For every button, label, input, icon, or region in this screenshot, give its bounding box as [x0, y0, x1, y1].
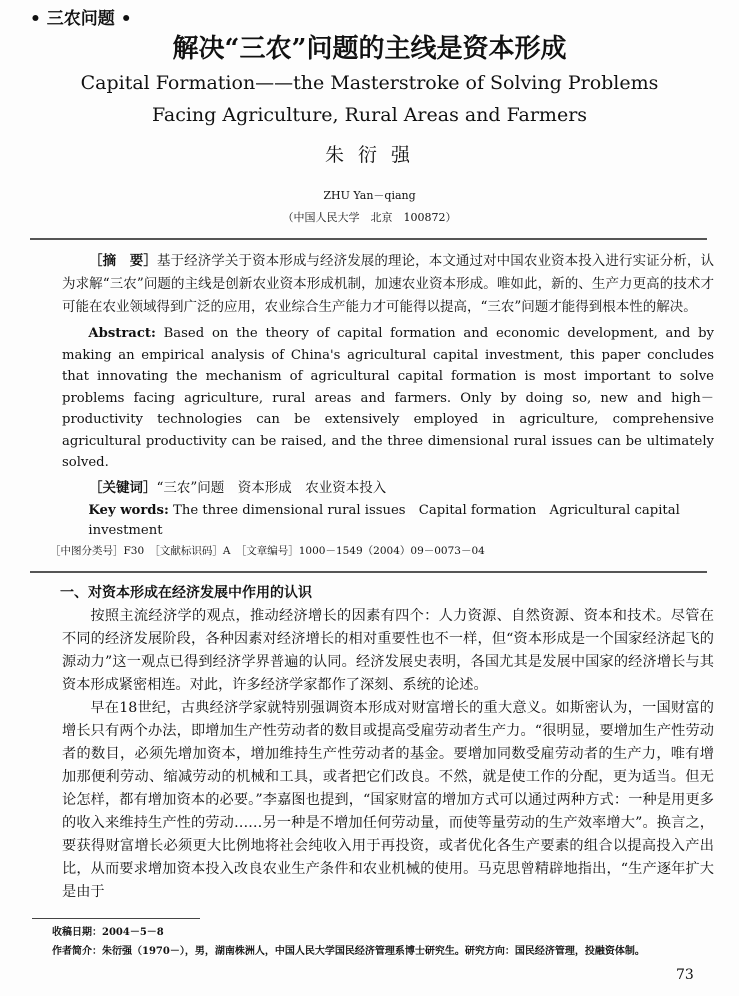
- abstract-cn-text: 基于经济学关于资本形成与经济发展的理论，本文通过对中国农业资本投入进行实证分析，认为求解“三农”问题的主线是创新农业资本形成机制，加速农业资本形成。唯如此，新的、生产力更高的技术才可能在农业领域得到广泛的应用，农业综合生产能力才可能得以提高，“三农”问题才能得到根本性的解决。: [62, 253, 715, 315]
- paragraph: 按照主流经济学的观点，推动经济增长的因素有四个：人力资源、自然资源、资本和技术。尽管在不同的经济发展阶段，各种因素对经济增长的相对重要性也不一样，但“资本形成是一个国家经济起飞的源动力”这一观点已得到经济学界普遍的认同。经济发展史表明，各国尤其是发展中国家的经济增长与其资本形成紧密相连。对此，许多经济学家都作了深刻、系统的论述。: [62, 607, 714, 693]
- author-en: ZHU Yan－qiang: [323, 189, 416, 202]
- author-cn: 朱 衍 强: [324, 144, 415, 166]
- classification: ［中图分类号］F30 ［文献标识码］A ［文章编号］1000－1549（2004）09－0073－04: [50, 544, 485, 557]
- affiliation: （中国人民大学 北京 100872）: [282, 211, 457, 224]
- abstract-cn: [62, 250, 714, 319]
- page-number: 73: [676, 966, 694, 983]
- paragraph: 早在18世纪，古典经济学家就特别强调资本形成对财富增长的重大意义。如斯密认为，一国财富的增长只有两个办法，即增加生产性劳动者的数目或提高受雇劳动者生产力。“很明显，要增加生产性劳动者的数目，必须先增加资本，增加维持生产性劳动者的基金。要增加同数受雇劳动者的生产力，唯有增加那便利劳动、缩减劳动的机械和工具，或者把它们改良。不然，就是使工作的分配，更为适当。但无论怎样，都有增加资本的必要。”李嘉图也提到，“国家财富的增加方式可以通过两种方式：一种是用更多的收入来维持生产性的劳动……另一种是不增加任何劳动量，而使等量劳动的生产效率增大”。换言之，要获得财富增长必须更大比例地将社会纯收入用于再投资，或者优化各生产要素的组合以提高投入产出比，从而要求增加资本投入改良农业生产条件和农业机械的使用。马克思曾精辟地指出，“生产逐年扩大是由于: [62, 699, 714, 900]
- footnote-author: 作者简介：朱衍强（1970－），男，湖南株洲人，中国人民大学国民经济管理系博士研究生。研究方向：国民经济管理，投融资体制。: [52, 945, 645, 957]
- divider: [30, 238, 707, 240]
- keywords-en-label: Key words:: [88, 502, 169, 518]
- title-cn: 解决“三农”问题的主线是资本形成: [172, 34, 567, 64]
- footnote-received: 收稿日期：2004－5－8: [52, 926, 164, 938]
- abstract-cn-label: ［摘 要］: [89, 253, 157, 269]
- footnote-rule: [32, 918, 200, 919]
- divider: [30, 571, 707, 573]
- abstract-en: [62, 323, 714, 474]
- section-heading: 一、对资本形成在经济发展中作用的认识: [60, 584, 312, 601]
- keywords-cn-text: “三农”问题 资本形成 农业资本投入: [156, 479, 387, 496]
- title-en-line1: Capital Formation——the Masterstroke of Solving Problems: [80, 72, 659, 94]
- title-en-line2: Facing Agriculture, Rural Areas and Farmers: [151, 104, 588, 126]
- keywords-cn: [62, 478, 714, 499]
- body-text: [62, 605, 714, 904]
- keywords-cn-label: ［关键词］: [89, 479, 157, 496]
- abstract-en-label: Abstract:: [88, 326, 156, 341]
- column-label: • 三农问题 •: [30, 9, 132, 29]
- keywords-en: [62, 501, 714, 541]
- abstract-en-text: Based on the theory of capital formation and economic development, and by making an empirical analysis of China's agricultural capital investment, this paper concludes that innovating the mechanism of agricultural capital formation is most important to solve problems facing agriculture, rural areas and farmers. Only by doing so, new and high－productivity technologies can be extensively employed in agriculture, comprehensive agricultural productivity can be raised, and the three dimensional rural issues can be ultimately solved.: [62, 326, 714, 470]
- keywords-en-text: The three dimensional rural issues Capital formation Agricultural capital investment: [88, 502, 680, 538]
